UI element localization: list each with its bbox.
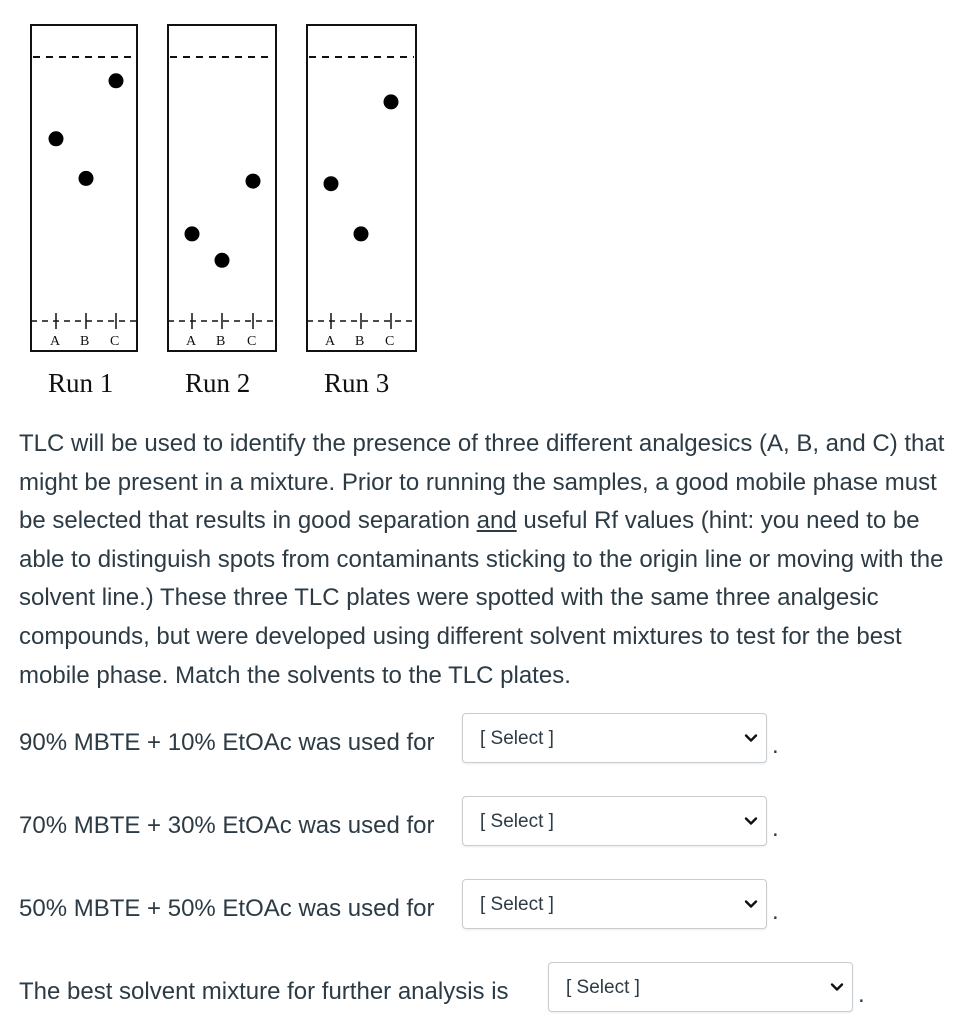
spot-run2-c (246, 174, 261, 189)
select-value: [ Select ] (480, 728, 554, 749)
chevron-down-icon (828, 978, 846, 996)
chevron-down-icon (742, 729, 760, 747)
select-value: [ Select ] (566, 977, 640, 998)
lane-label-c: C (385, 334, 395, 349)
plate-title-run-1: Run 1 (48, 368, 114, 398)
spot-run1-c (109, 73, 124, 88)
spot-run3-c (384, 94, 399, 109)
spot-run2-a (185, 226, 200, 241)
prompt-50-50: 50% MBTE + 50% EtOAc was used for (19, 895, 435, 922)
plate-title-run-3: Run 3 (324, 368, 390, 398)
prompt-best-solvent: The best solvent mixture for further analysis is (19, 978, 509, 1005)
select-value: [ Select ] (480, 811, 554, 832)
prompt-90-10: 90% MBTE + 10% EtOAc was used for (19, 729, 435, 756)
chevron-down-icon (742, 895, 760, 913)
lane-label-b: B (216, 334, 226, 349)
tlc-figure (0, 0, 440, 410)
prompt-70-30: 70% MBTE + 30% EtOAc was used for (19, 812, 435, 839)
select-70-30[interactable] (462, 796, 767, 846)
underlined-and: and (476, 507, 517, 535)
lane-label-b: B (80, 334, 90, 349)
lane-label-a: A (325, 334, 336, 349)
period: . (772, 815, 779, 842)
question-text-before: TLC will be used to identify the presence of three different analgesics (A, B, and C) that might be present in a mixture. Prior to running the samples, a good mobile phase must be selected that results in good separation (19, 430, 945, 535)
spot-run3-b (354, 226, 369, 241)
tlc-plate-run-2 (168, 25, 276, 398)
tlc-plate-run-1 (31, 25, 137, 398)
select-value: [ Select ] (480, 894, 554, 915)
lane-label-b: B (355, 334, 365, 349)
select-best-solvent[interactable] (548, 962, 853, 1012)
chevron-down-icon (742, 812, 760, 830)
plate-title-run-2: Run 2 (185, 368, 251, 398)
spot-run2-b (215, 253, 230, 268)
period: . (858, 981, 865, 1008)
tlc-plate-run-3 (307, 25, 416, 398)
spot-run1-a (49, 131, 64, 146)
period: . (772, 732, 779, 759)
spot-run1-b (79, 171, 94, 186)
spot-run3-a (324, 176, 339, 191)
question-text-after: useful Rf values (hint: you need to be able to distinguish spots from contaminants sticking to the origin line or moving with the solvent line.) These three TLC plates were spotted with the same three analgesic compounds, but were developed using different solvent mixtures to test for the best mobile phase. Match the solvents to the TLC plates. (19, 507, 944, 689)
lane-label-a: A (50, 334, 61, 349)
lane-label-c: C (110, 334, 120, 349)
question-text (19, 425, 959, 695)
select-90-10[interactable] (462, 713, 767, 763)
period: . (772, 898, 779, 925)
select-50-50[interactable] (462, 879, 767, 929)
lane-label-a: A (186, 334, 197, 349)
lane-label-c: C (247, 334, 257, 349)
